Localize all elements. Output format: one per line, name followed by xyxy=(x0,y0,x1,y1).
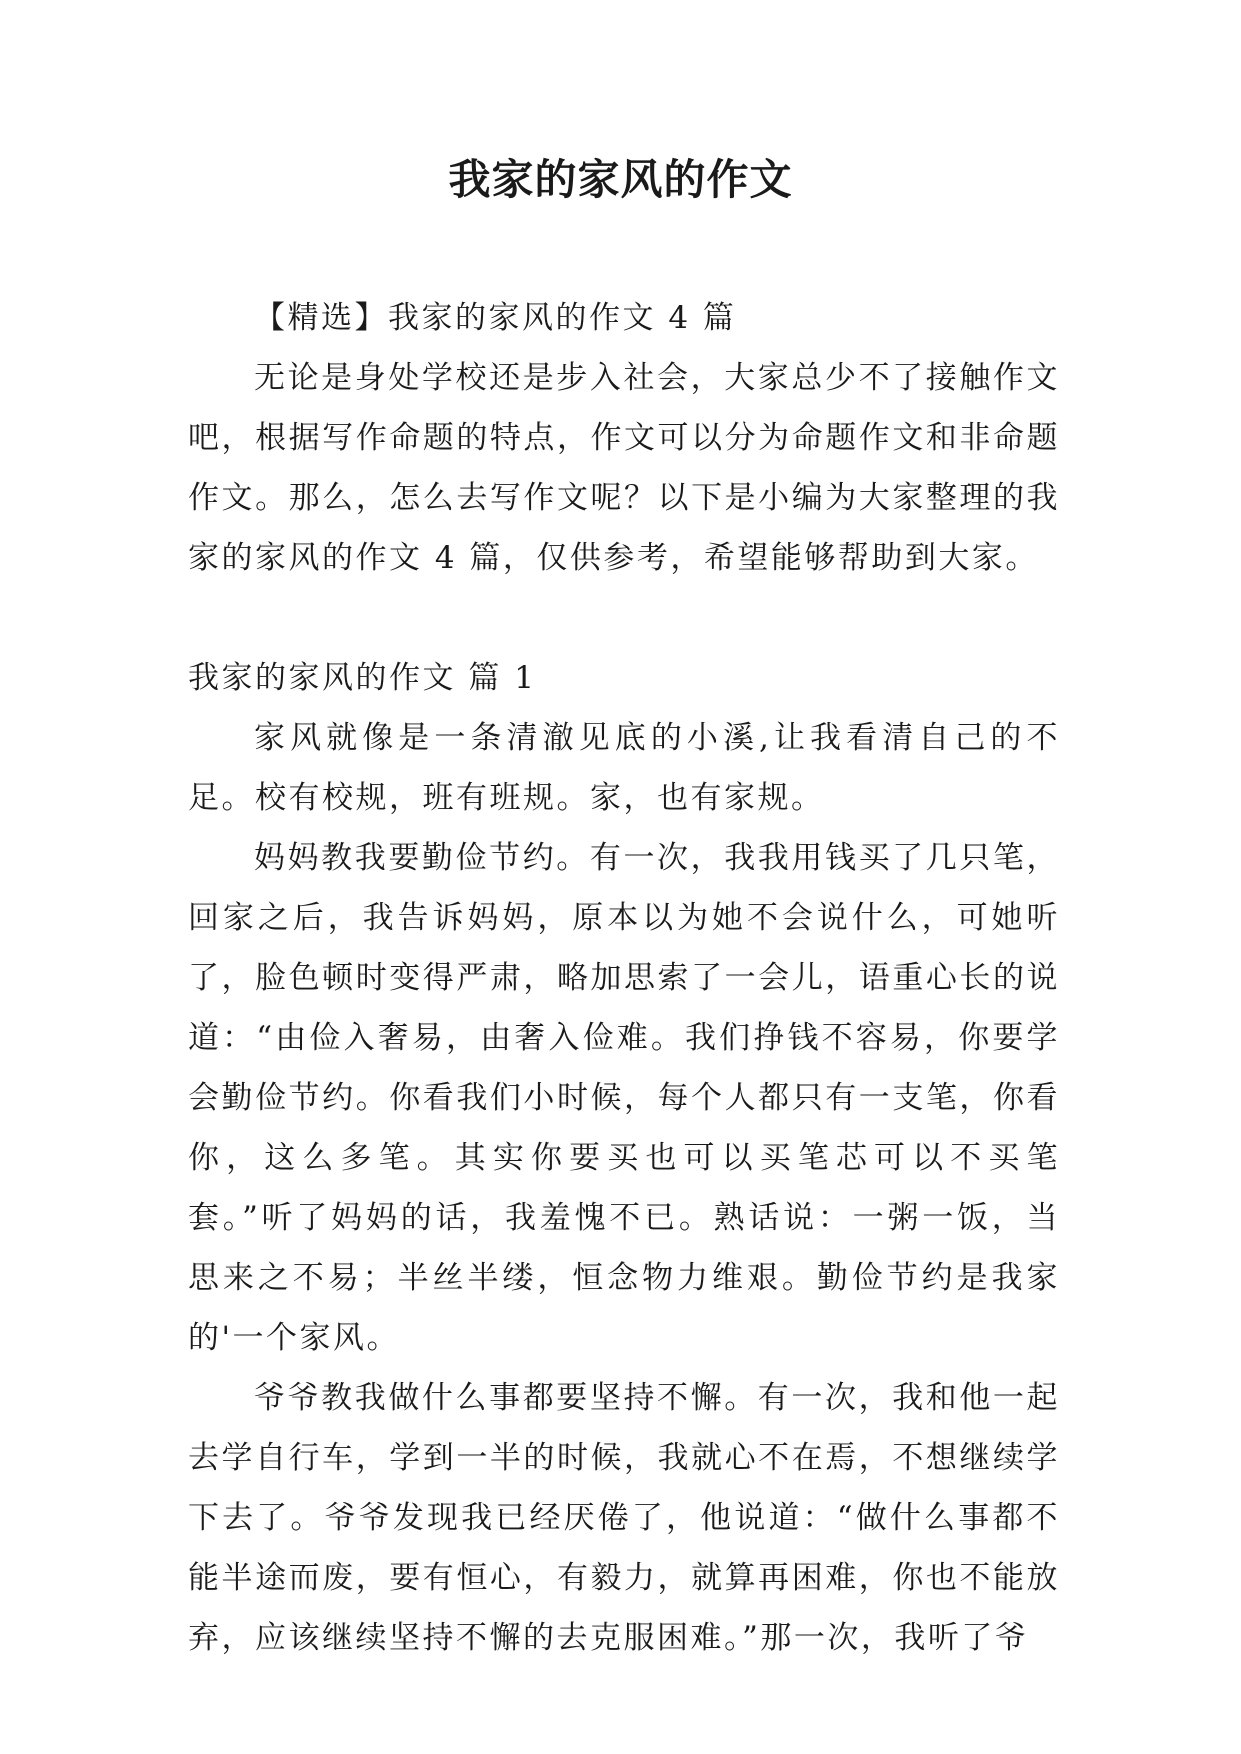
intro-paragraph: 无论是身处学校还是步入社会，大家总少不了接触作文吧，根据写作命题的特点，作文可以分为命题作文和非命题作文。那么，怎么去写作文呢？以下是小编为大家整理的我家的家风的作文 4 篇，仅供参考，希望能够帮助到大家。 xyxy=(188,360,1060,576)
section-spacer xyxy=(188,588,1060,648)
document-body xyxy=(188,288,1060,1668)
document-title: 我家的家风的作文 xyxy=(448,155,793,204)
section-heading: 我家的家风的作文 篇 1 xyxy=(188,660,537,696)
body-paragraph-3: 爷爷教我做什么事都要坚持不懈。有一次，我和他一起去学自行车，学到一半的时候，我就心不在焉，不想继续学下去了。爷爷发现我已经厌倦了，他说道：“做什么事都不能半途而废，要有恒心，有毅力，就算再困难，你也不能放弃，应该继续坚持不懈的去克服困难。”那一次，我听了爷 xyxy=(188,1380,1060,1656)
body-paragraph-1: 家风就像是一条清澈见底的小溪,让我看清自己的不足。校有校规，班有班规。家，也有家规。 xyxy=(188,720,1060,816)
body-paragraph-2: 妈妈教我要勤俭节约。有一次，我我用钱买了几只笔，回家之后，我告诉妈妈，原本以为她不会说什么，可她听了，脸色顿时变得严肃，略加思索了一会儿，语重心长的说道：“由俭入奢易，由奢入俭难。我们挣钱不容易，你要学会勤俭节约。你看我们小时候，每个人都只有一支笔，你看你，这么多笔。其实你要买也可以买笔芯可以不买笔套。”听了妈妈的话，我羞愧不已。熟话说：一粥一饭，当思来之不易；半丝半缕，恒念物力维艰。勤俭节约是我家的'一个家风。 xyxy=(188,840,1060,1356)
subtitle-line: 【精选】我家的家风的作文 4 篇 xyxy=(254,300,737,336)
